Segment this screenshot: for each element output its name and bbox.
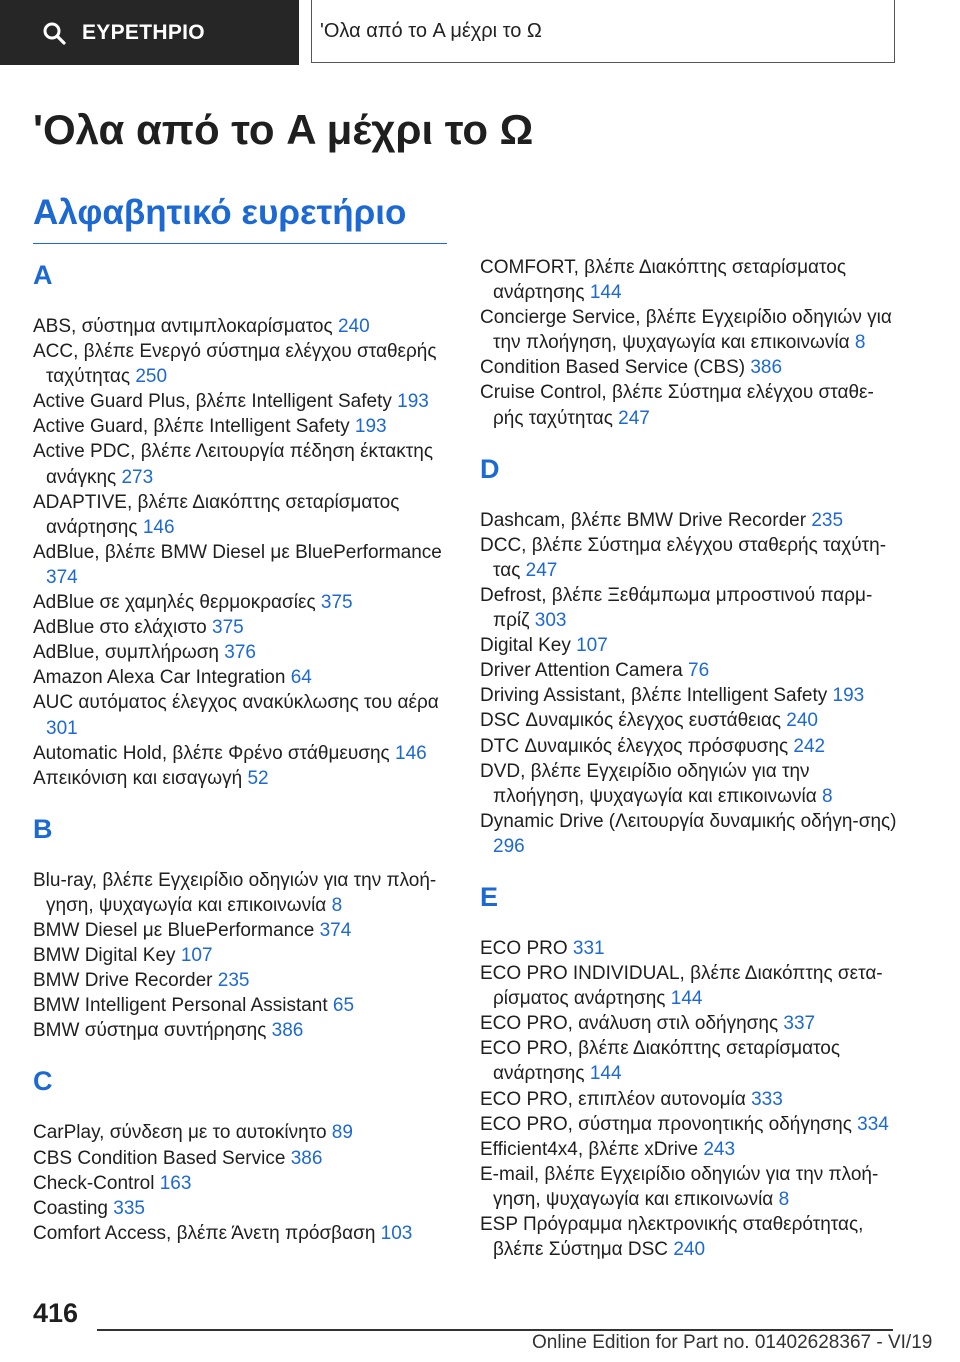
index-entry	[480, 305, 900, 355]
index-entry	[33, 741, 447, 766]
index-entry-text: Defrost, βλέπε Ξεθάμπωμα μπροστινού παρμ-πρίζ	[480, 584, 873, 632]
index-entry-text: ADAPTIVE, βλέπε Διακόπτης σεταρίσματος ανάρτησης	[33, 491, 400, 538]
index-page-link[interactable]: 334	[857, 1113, 889, 1135]
index-entry	[33, 690, 447, 740]
index-entry	[33, 943, 447, 968]
index-page-link[interactable]: 8	[778, 1188, 790, 1210]
index-entry-text: CBS Condition Based Service	[33, 1147, 286, 1169]
index-entry	[480, 936, 900, 961]
index-page-link[interactable]: 235	[217, 970, 250, 992]
index-entry-text: BMW Digital Key	[33, 945, 176, 967]
page-number: 416	[33, 1298, 79, 1328]
index-entry	[480, 961, 900, 1011]
page-title: 'Ολα από το A μέχρι το Ω	[33, 106, 534, 153]
index-entry-text: Active Guard, βλέπε Intelligent Safety	[33, 416, 350, 438]
index-entry-text: Blu-ray, βλέπε Εγχειρίδιο οδηγιών για την πλοή-γηση, ψυχαγωγία και επικοινωνία	[33, 869, 437, 916]
index-entry-text: Driving Assistant, βλέπε Intelligent Safety	[480, 685, 828, 707]
index-entry	[480, 380, 900, 430]
index-entry-text: Comfort Access, βλέπε Άνετη πρόσβαση	[33, 1222, 376, 1244]
index-entry	[480, 1162, 900, 1212]
index-entry	[480, 1036, 900, 1086]
index-entry	[33, 1018, 447, 1043]
index-page-link[interactable]: 144	[670, 988, 703, 1010]
index-entry	[33, 615, 447, 640]
index-page-link[interactable]: 240	[786, 710, 818, 732]
index-entry-text: ECO PRO, επιπλέον αυτονομία	[480, 1088, 746, 1110]
index-entry-text: Automatic Hold, βλέπε Φρένο στάθμευσης	[33, 742, 390, 764]
index-letter-heading: B	[33, 813, 53, 844]
index-page-link[interactable]: 163	[159, 1172, 192, 1194]
index-entry-text: E-mail, βλέπε Εγχειρίδιο οδηγιών για την πλοή-γηση, ψυχαγωγία και επικοινωνία	[480, 1163, 879, 1210]
index-page-link[interactable]: 235	[811, 509, 844, 531]
index-entry-text: Efficient4x4, βλέπε xDrive	[480, 1138, 699, 1160]
index-column-left	[33, 258, 447, 1267]
index-entry-text: Απεικόνιση και εισαγωγή	[33, 767, 243, 789]
index-entry	[480, 759, 900, 809]
index-entry-text: Driver Attention Camera	[480, 660, 683, 682]
index-page-link[interactable]: 193	[354, 416, 387, 438]
index-page-link[interactable]: 337	[783, 1013, 816, 1035]
index-page-link[interactable]: 386	[750, 357, 783, 379]
index-page-link[interactable]: 144	[589, 282, 622, 304]
index-page-link[interactable]: 8	[854, 332, 866, 354]
index-page-link[interactable]: 303	[534, 610, 567, 632]
index-page-link[interactable]: 243	[703, 1138, 736, 1160]
index-page-link[interactable]: 374	[46, 566, 78, 588]
index-entry-text: CarPlay, σύνδεση με το αυτοκίνητο	[33, 1122, 327, 1144]
index-entry-text: ABS, σύστημα αντιμπλοκαρίσματος	[33, 316, 333, 337]
index-entry-text: Concierge Service, βλέπε Εγχειρίδιο οδηγιών για την πλοήγηση, ψυχαγωγία και επικοινωνία	[480, 307, 892, 354]
index-entry-text: AdBlue στο ελάχιστο	[33, 617, 207, 639]
index-entry	[33, 1196, 447, 1221]
index-group	[33, 1064, 447, 1245]
index-page-link[interactable]: 250	[135, 366, 168, 388]
index-page-link[interactable]: 242	[793, 735, 826, 757]
breadcrumb: 'Ολα από το A μέχρι το Ω	[311, 0, 895, 63]
index-entry-text: AdBlue σε χαμηλές θερμοκρασίες	[33, 592, 316, 614]
index-entry	[33, 439, 447, 489]
index-entry	[480, 658, 900, 683]
index-entry	[480, 1087, 900, 1112]
index-page-link[interactable]: 144	[589, 1063, 622, 1085]
index-entry	[480, 1112, 900, 1137]
index-page-link[interactable]: 247	[618, 407, 650, 429]
index-entry-text: Dynamic Drive (Λειτουργία δυναμικής οδήγη-σης)	[480, 810, 897, 832]
index-entry	[33, 1171, 447, 1196]
index-entry-text: Amazon Alexa Car Integration	[33, 667, 286, 689]
index-entry-text: Condition Based Service (CBS)	[480, 357, 746, 379]
index-entry	[480, 355, 900, 380]
index-page-link[interactable]: 89	[331, 1122, 353, 1144]
index-page-link[interactable]: 76	[688, 660, 710, 682]
index-entry-text: ECO PRO INDIVIDUAL, βλέπε Διακόπτης σετα-ρίσματος ανάρτησης	[480, 963, 883, 1010]
index-entry-text: ECO PRO	[480, 937, 568, 959]
index-page-link[interactable]: 240	[337, 316, 370, 337]
index-letter-heading: A	[33, 260, 53, 290]
index-entry	[480, 633, 900, 658]
index-page-link[interactable]: 146	[142, 516, 175, 538]
index-entry	[33, 918, 447, 943]
index-entry-text: BMW σύστημα συντήρησης	[33, 1020, 267, 1042]
index-entry	[33, 968, 447, 993]
index-page-link[interactable]: 386	[290, 1147, 323, 1169]
index-entry	[33, 314, 447, 339]
index-group	[480, 255, 900, 431]
index-search-label: ΕΥΡΕΤΗΡΙΟ	[82, 20, 205, 44]
index-entry	[33, 868, 447, 918]
section-title: Αλφαβητικό ευρετήριο	[33, 193, 447, 244]
index-page-link[interactable]: 64	[290, 667, 312, 689]
index-entry	[33, 389, 447, 414]
index-page-link[interactable]: 273	[121, 466, 154, 488]
index-entry-text: Check-Control	[33, 1172, 155, 1194]
index-entry-text: Dashcam, βλέπε BMW Drive Recorder	[480, 509, 807, 531]
index-entry-text: Coasting	[33, 1197, 108, 1219]
index-page-link[interactable]: 374	[319, 919, 352, 941]
index-entry	[480, 583, 900, 633]
index-letter-heading: E	[480, 881, 499, 912]
search-icon	[42, 21, 66, 45]
index-column-right	[480, 255, 900, 1283]
index-entry	[480, 255, 900, 305]
index-entry	[33, 540, 447, 590]
index-page-link[interactable]: 193	[832, 685, 865, 707]
index-entry	[33, 1120, 447, 1145]
index-entry	[33, 590, 447, 615]
index-entry	[480, 734, 900, 759]
index-entry	[33, 339, 447, 389]
index-group	[480, 880, 900, 1262]
index-entry	[480, 1011, 900, 1036]
index-search-button[interactable]	[0, 0, 299, 65]
index-entry-text: BMW Diesel με BluePerformance	[33, 919, 315, 941]
index-entry-text: DCC, βλέπε Σύστημα ελέγχου σταθερής ταχύτη-τας	[480, 534, 887, 581]
index-page-link[interactable]: 8	[331, 894, 343, 916]
index-page-link[interactable]: 376	[224, 642, 256, 664]
index-entry-text: BMW Intelligent Personal Assistant	[33, 995, 328, 1017]
index-entry	[33, 766, 447, 791]
index-entry	[33, 665, 447, 690]
index-entry	[33, 490, 447, 540]
index-entry-text: ESP Πρόγραμμα ηλεκτρονικής σταθερότητας, βλέπε Σύστημα DSC	[480, 1214, 864, 1261]
index-group	[33, 812, 447, 1044]
index-entry	[33, 414, 447, 439]
index-letter-heading: D	[480, 453, 500, 484]
index-entry	[480, 1212, 900, 1262]
index-entry-text: Digital Key	[480, 635, 571, 657]
footer-edition: Online Edition for Part no. 01402628367 - VI/19	[532, 1332, 933, 1353]
index-entry	[33, 640, 447, 665]
index-entry-text: Cruise Control, βλέπε Σύστημα ελέγχου σταθε-ρής ταχύτητας	[480, 382, 874, 429]
index-page-link[interactable]: 52	[247, 767, 269, 789]
index-entry-text: AdBlue, βλέπε BMW Diesel με BluePerformance	[33, 541, 442, 563]
index-entry-text: DSC Δυναμικός έλεγχος ευστάθειας	[480, 710, 782, 732]
index-entry	[480, 809, 900, 859]
index-entry-text: BMW Drive Recorder	[33, 970, 213, 992]
index-entry-text: Active PDC, βλέπε Λειτουργία πέδηση έκτακτης ανάγκης	[33, 441, 433, 488]
index-entry-text: AUC αυτόματος έλεγχος ανακύκλωσης του αέρα	[33, 692, 439, 714]
index-entry	[33, 1146, 447, 1171]
index-letter-heading: C	[33, 1066, 53, 1097]
index-entry	[480, 1137, 900, 1162]
index-entry-text: ECO PRO, βλέπε Διακόπτης σεταρίσματος ανάρτησης	[480, 1038, 841, 1085]
index-page-link[interactable]: 386	[271, 1020, 304, 1042]
index-page-link[interactable]: 375	[320, 592, 353, 614]
index-entry-text: AdBlue, συμπλήρωση	[33, 642, 220, 664]
index-entry	[33, 993, 447, 1018]
index-group	[33, 258, 447, 791]
index-entry	[480, 683, 900, 708]
index-entry-text: Active Guard Plus, βλέπε Intelligent Safety	[33, 391, 392, 413]
index-page-link[interactable]: 247	[525, 559, 558, 581]
index-group	[480, 452, 900, 859]
index-entry-text: ACC, βλέπε Ενεργό σύστημα ελέγχου σταθερής ταχύτητας	[33, 341, 437, 388]
index-entry-text: COMFORT, βλέπε Διακόπτης σεταρίσματος ανάρτησης	[480, 257, 847, 304]
index-page-link[interactable]: 65	[332, 995, 355, 1017]
index-entry-text: DTC Δυναμικός έλεγχος πρόσφυσης	[480, 735, 789, 757]
index-entry	[480, 508, 900, 533]
index-entry	[33, 1221, 447, 1246]
index-page-link[interactable]: 107	[576, 635, 608, 657]
index-page-link[interactable]: 103	[380, 1222, 413, 1244]
index-page-link[interactable]: 8	[822, 785, 833, 807]
index-entry	[480, 533, 900, 583]
index-page-link[interactable]: 107	[180, 945, 213, 967]
index-page-link[interactable]: 240	[673, 1239, 706, 1261]
index-page-link[interactable]: 193	[397, 391, 429, 413]
index-page-link[interactable]: 331	[572, 937, 605, 959]
footer-divider	[97, 1329, 893, 1331]
index-page-link[interactable]: 146	[395, 742, 427, 764]
top-bar	[0, 0, 960, 66]
index-page-link[interactable]: 301	[46, 717, 78, 739]
index-page-link[interactable]: 335	[113, 1197, 145, 1219]
index-entry-text: ECO PRO, σύστημα προνοητικής οδήγησης	[480, 1113, 852, 1135]
index-page-link[interactable]: 296	[493, 835, 525, 857]
index-page-link[interactable]: 333	[751, 1088, 783, 1110]
index-entry-text: DVD, βλέπε Εγχειρίδιο οδηγιών για την πλοήγηση, ψυχαγωγία και επικοινωνία	[480, 760, 817, 807]
index-entry-text: ECO PRO, ανάλυση στιλ οδήγησης	[480, 1013, 779, 1035]
index-entry	[480, 708, 900, 733]
index-page-link[interactable]: 375	[212, 617, 244, 639]
